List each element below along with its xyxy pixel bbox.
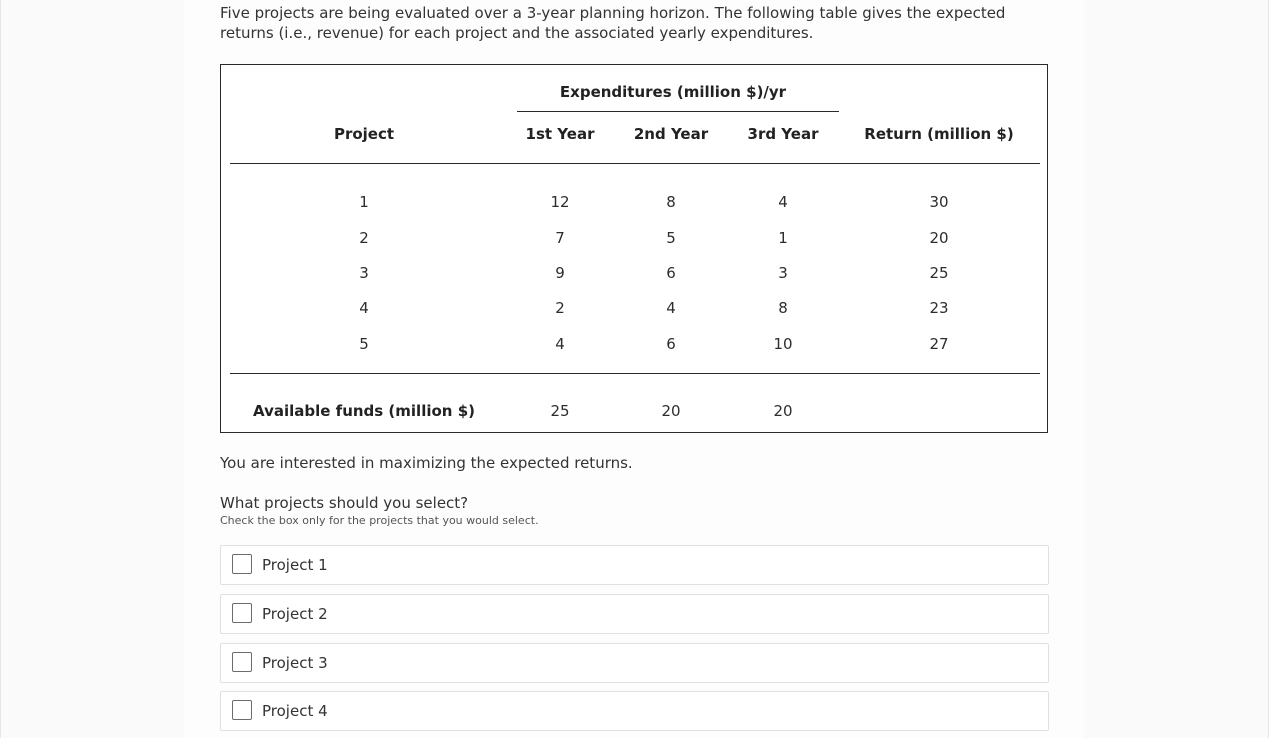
available-funds-label: Available funds (million $) [253, 402, 475, 420]
option-project-3[interactable] [220, 643, 1049, 683]
table-cell-year3: 4 [778, 193, 788, 211]
table-cell-year3: 8 [778, 299, 788, 317]
table-cell-year3: 1 [778, 229, 788, 247]
option-project-1[interactable] [220, 545, 1049, 585]
scrollbar-track[interactable] [1268, 0, 1280, 738]
intro-paragraph: Five projects are being evaluated over a 3-year planning horizon. The following table gives the expected returns (i.e., revenue) for each project and the associated yearly expenditures. [220, 4, 1006, 42]
table-cell-project: 1 [359, 193, 369, 211]
header-year2: 2nd Year [633, 125, 709, 143]
table-cell-return: 30 [929, 193, 949, 211]
left-divider [0, 0, 1, 738]
option-label: Project 4 [262, 702, 328, 720]
table-cell-return: 27 [929, 335, 949, 353]
header-divider [230, 163, 1040, 164]
table-cell-project: 2 [359, 229, 369, 247]
table-cell-project: 3 [359, 264, 369, 282]
option-project-4[interactable] [220, 691, 1049, 731]
option-label: Project 3 [262, 654, 328, 672]
table-cell-year2: 4 [666, 299, 676, 317]
header-return: Return (million $) [864, 125, 1014, 143]
table-cell-year3: 10 [773, 335, 793, 353]
checkbox[interactable] [232, 700, 252, 720]
expenditures-group-header: Expenditures (million $)/yr [559, 83, 787, 101]
table-cell-year1: 9 [555, 264, 565, 282]
question-hint: Check the box only for the projects that you would select. [220, 514, 539, 527]
table-cell-year1: 2 [555, 299, 565, 317]
table-cell-return: 20 [929, 229, 949, 247]
project-data-table [220, 64, 1048, 433]
table-cell-project: 4 [359, 299, 369, 317]
table-cell-year3: 3 [778, 264, 788, 282]
header-year3: 3rd Year [747, 125, 819, 143]
header-project: Project [333, 125, 395, 143]
table-cell-year1: 7 [555, 229, 565, 247]
header-year1: 1st Year [525, 125, 595, 143]
checkbox[interactable] [232, 652, 252, 672]
available-funds-year2: 20 [661, 402, 681, 420]
option-label: Project 1 [262, 556, 328, 574]
checkbox[interactable] [232, 554, 252, 574]
table-cell-year2: 5 [666, 229, 676, 247]
table-cell-year2: 6 [666, 335, 676, 353]
available-funds-year3: 20 [773, 402, 793, 420]
question-prompt: What projects should you select? [220, 494, 469, 512]
option-project-2[interactable] [220, 594, 1049, 634]
table-cell-year2: 6 [666, 264, 676, 282]
table-cell-year1: 12 [550, 193, 570, 211]
table-cell-return: 23 [929, 299, 949, 317]
group-header-underline [517, 111, 839, 112]
option-label: Project 2 [262, 605, 328, 623]
checkbox[interactable] [232, 603, 252, 623]
footer-divider [230, 373, 1040, 374]
table-cell-year1: 4 [555, 335, 565, 353]
table-cell-return: 25 [929, 264, 949, 282]
table-cell-project: 5 [359, 335, 369, 353]
objective-statement: You are interested in maximizing the expected returns. [220, 454, 633, 472]
available-funds-year1: 25 [550, 402, 570, 420]
table-cell-year2: 8 [666, 193, 676, 211]
